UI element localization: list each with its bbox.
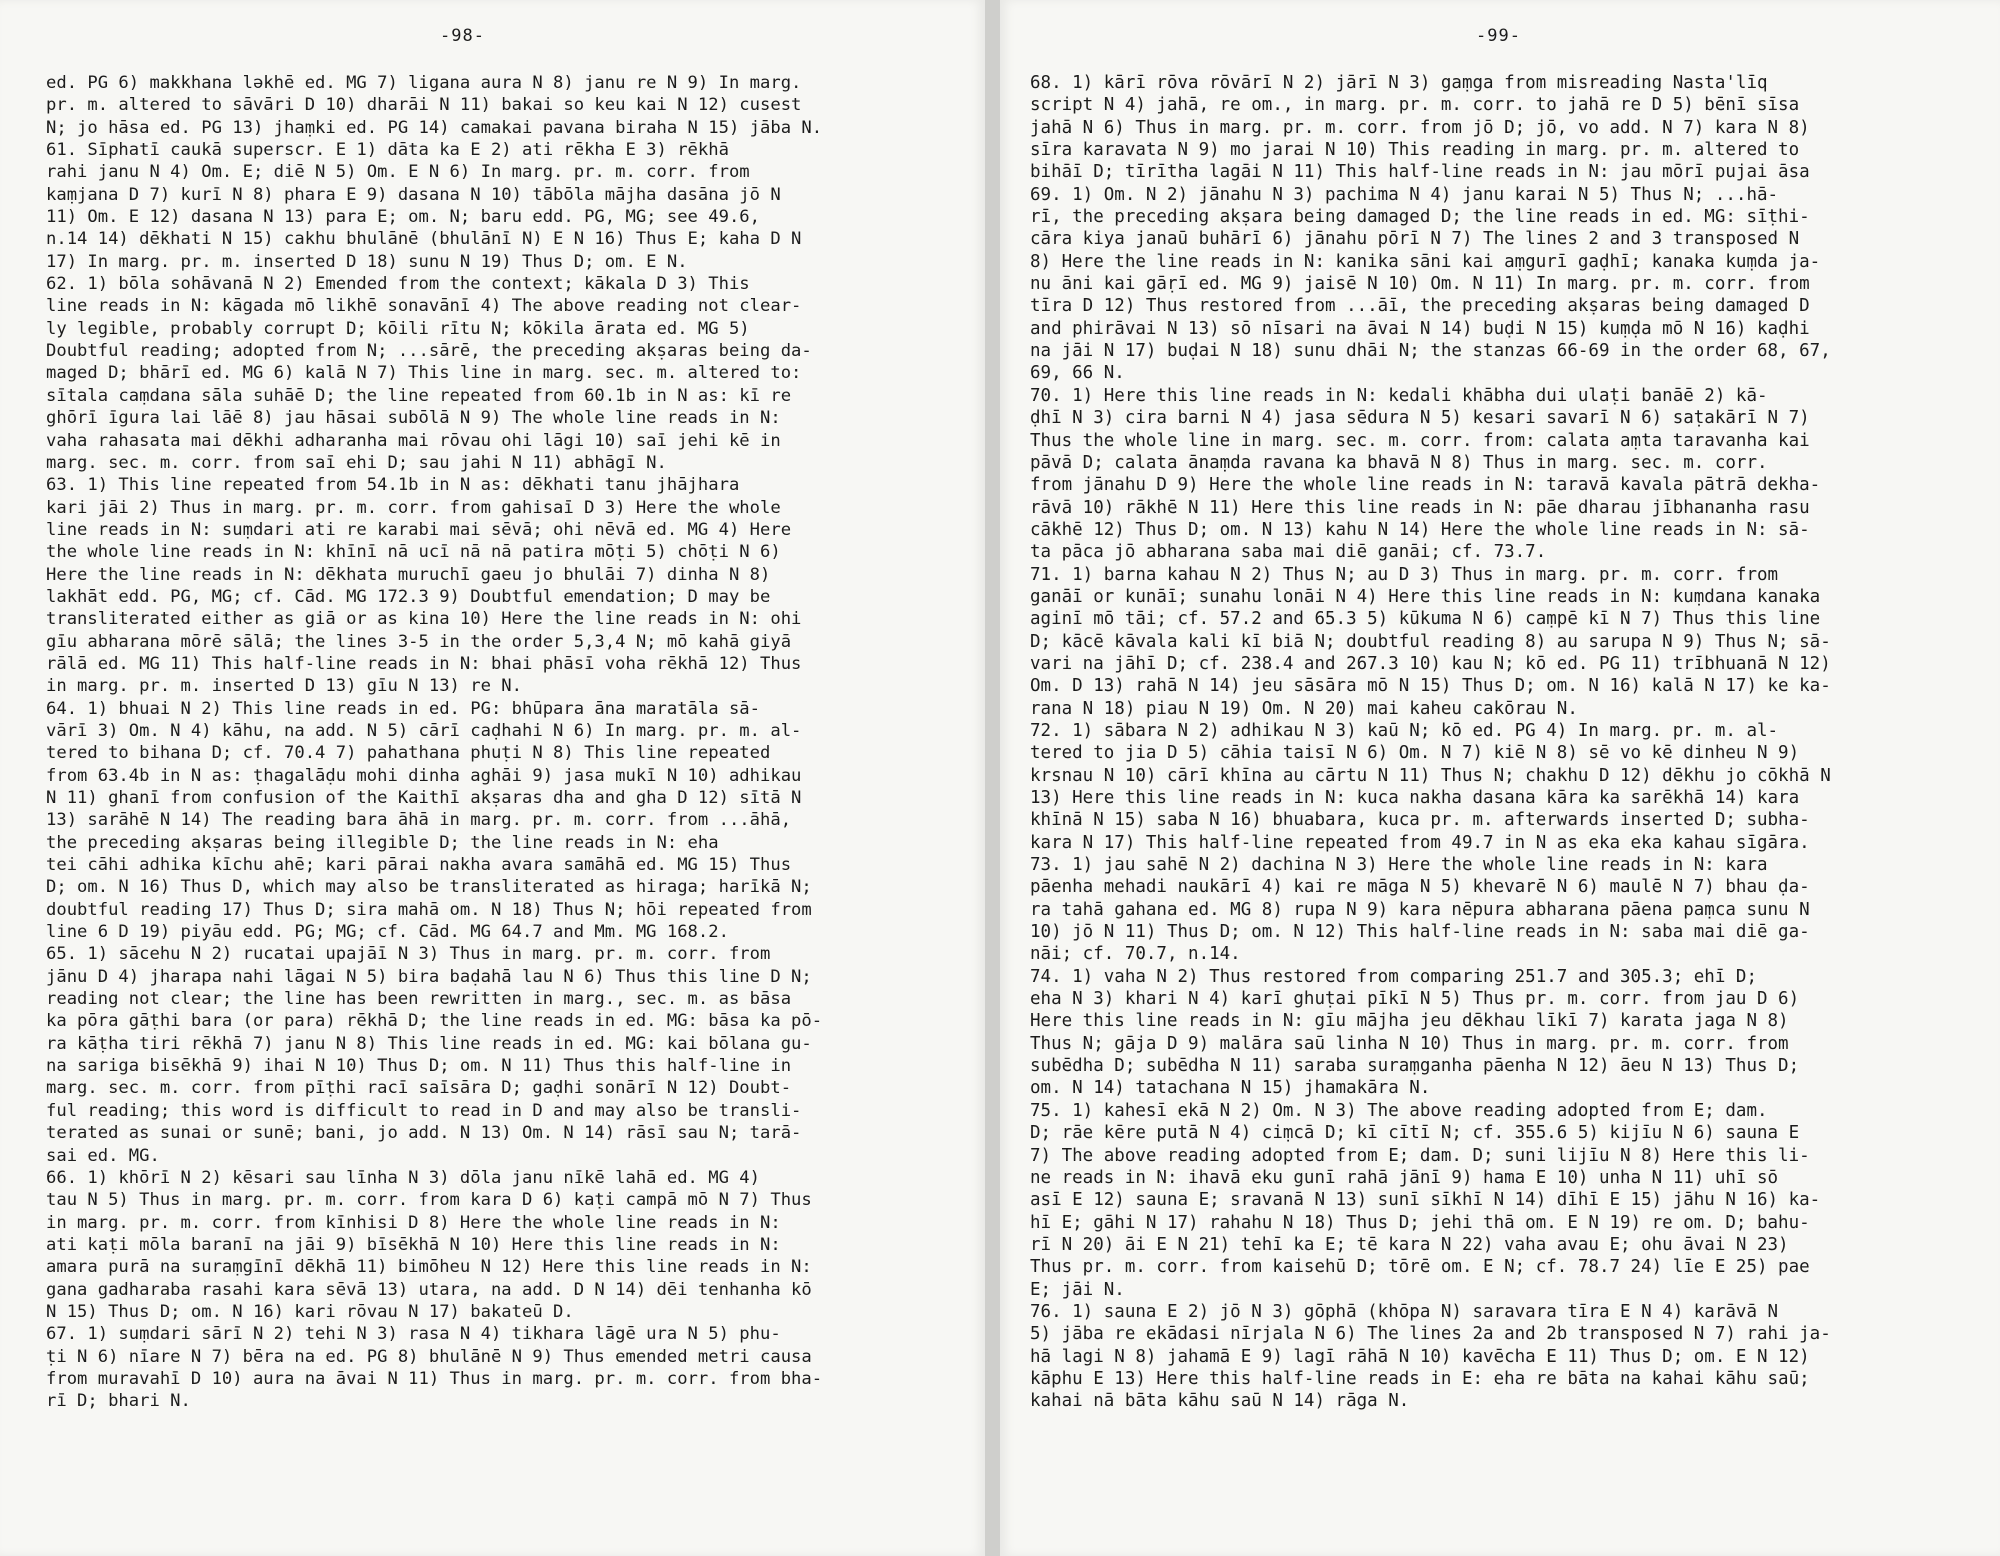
notes-text-block xyxy=(46,72,957,1413)
note-line: rī N 20) āi E N 21) tehī ka E; tē kara N 22) vaha avau E; ohu āvai N 23) xyxy=(1030,1234,1789,1255)
note-line: ra kāṭha tiri rēkhā 7) janu N 8) This line reads in ed. MG: kai bōlana gu- xyxy=(46,1033,812,1054)
note-line: rāvā 10) rākhē N 11) Here this line reads in N: pāe dharau jībhananha rasu xyxy=(1030,497,1810,518)
note-line: in marg. pr. m. inserted D 13) gīu N 13) re N. xyxy=(46,676,522,697)
note-line: N 11) ghanī from confusion of the Kaithī akṣaras dha and gha D 12) sītā N xyxy=(46,788,802,808)
note-line: tered to jia D 5) cāhia taisī N 6) Om. N 7) kiē N 8) sē vo kē dinheu N 9) xyxy=(1030,743,1800,764)
note-line: na sariga bisēkhā 9) ihai N 10) Thus D; om. N 11) Thus this half-line in xyxy=(46,1056,792,1077)
book-gutter xyxy=(985,0,1000,1556)
note-line: cākhē 12) Thus D; om. N 13) kahu N 14) Here the whole line reads in N: sā- xyxy=(1030,519,1810,540)
note-line: vārī 3) Om. N 4) kāhu, na add. N 5) cārī caḍhahi N 6) In marg. pr. m. al- xyxy=(46,720,802,741)
note-line: lakhāt edd. PG, MG; cf. Cād. MG 172.3 9) Doubtful emendation; D may be xyxy=(46,586,771,607)
note-line: doubtful reading 17) Thus D; sira mahā om. N 18) Thus N; hōi repeated from xyxy=(46,899,812,920)
note-line: ghōrī īgura lai lāē 8) jau hāsai subōlā N 9) The whole line reads in N: xyxy=(46,408,781,429)
note-line: line reads in N: suṃdari ati re karabi mai sēvā; ohi nēvā ed. MG 4) Here xyxy=(46,519,792,540)
note-line: tei cāhi adhika kīchu ahē; kari pārai nakha avara samāhā ed. MG 15) Thus xyxy=(46,855,792,876)
note-line: eha N 3) khari N 4) karī ghuṭai pīkī N 5) Thus pr. m. corr. from jau D 6) xyxy=(1030,989,1800,1010)
note-line: rī D; bhari N. xyxy=(46,1391,191,1412)
notes-text-block xyxy=(1030,72,1980,1413)
note-line: kaṃjana D 7) kurī N 8) phara E 9) dasana N 10) tābōla mājha dasāna jō N xyxy=(46,184,781,205)
note-line: from 63.4b in N as: ṭhagalāḍu mohi dinha aghāi 9) jasa mukī N 10) adhikau xyxy=(46,765,802,786)
note-line: 69. 1) Om. N 2) jānahu N 3) pachima N 4) janu karai N 5) Thus N; ...hā- xyxy=(1030,184,1779,205)
note-line: ḍhī N 3) cira barni N 4) jasa sēdura N 5) kesari savarī N 6) saṭakārī N 7) xyxy=(1030,408,1810,429)
note-line: 73. 1) jau sahē N 2) dachina N 3) Here the whole line reads in N: kara xyxy=(1030,855,1768,876)
note-line: nāi; cf. 70.7, n.14. xyxy=(1030,944,1241,965)
note-line: 75. 1) kahesī ekā N 2) Om. N 3) The above reading adopted from E; dam. xyxy=(1030,1100,1768,1121)
note-line: kari jāi 2) Thus in marg. pr. m. corr. from gahisaī D 3) Here the whole xyxy=(46,497,781,518)
note-line: sīra karavata N 9) mo jarai N 10) This reading in marg. pr. m. altered to xyxy=(1030,140,1800,161)
note-line: ed. PG 6) makkhana lǝkhē ed. MG 7) ligana aura N 8) janu re N 9) In marg. xyxy=(46,73,802,93)
note-line: kāphu E 13) Here this half-line reads in E: eha re bāta na kahai kāhu saū; xyxy=(1030,1368,1810,1389)
note-line: asī E 12) sauna E; sravanā N 13) sunī sīkhī N 14) dīhī E 15) jāhu N 16) ka- xyxy=(1030,1190,1821,1211)
note-line: ati kaṭi mōla baranī na jāi 9) bīsēkhā N 10) Here this line reads in N: xyxy=(46,1234,781,1255)
note-line: 17) In marg. pr. m. inserted D 18) sunu N 19) Thus D; om. E N. xyxy=(46,251,688,272)
note-line: jānu D 4) jharapa nahi lāgai N 5) bira baḍahā lau N 6) Thus this line D N; xyxy=(46,966,812,987)
note-line: Om. D 13) rahā N 14) jeu sāsāra mō N 15) Thus D; om. N 16) kalā N 17) ke ka- xyxy=(1030,676,1831,697)
note-line: rahi janu N 4) Om. E; diē N 5) Om. E N 6) In marg. pr. m. corr. from xyxy=(46,162,750,183)
note-line: 72. 1) sābara N 2) adhikau N 3) kaū N; kō ed. PG 4) In marg. pr. m. al- xyxy=(1030,720,1779,741)
note-line: rī, the preceding akṣara being damaged D; the line reads in ed. MG: sīṭhi- xyxy=(1030,207,1810,228)
note-line: 63. 1) This line repeated from 54.1b in N as: dēkhati tanu jhājhara xyxy=(46,475,740,496)
note-line: subēdha D; subēdha N 11) saraba suraṃganha pāenha N 12) āeu N 13) Thus D; xyxy=(1030,1056,1800,1077)
note-line: Here this line reads in N: gīu mājha jeu dēkhau līkī 7) karata jaga N 8) xyxy=(1030,1011,1789,1032)
note-line: ful reading; this word is difficult to read in D and may also be transli- xyxy=(46,1100,802,1121)
note-line: amara purā na suraṃgīnī dēkhā 11) bimōheu N 12) Here this line reads in N: xyxy=(46,1257,812,1278)
note-line: 62. 1) bōla sohāvanā N 2) Emended from the context; kākala D 3) This xyxy=(46,274,750,295)
note-line: marg. sec. m. corr. from saī ehi D; sau jahi N 11) abhāgī N. xyxy=(46,452,667,473)
note-line: cāra kiya janaū buhārī 6) jānahu pōrī N 7) The lines 2 and 3 transposed N xyxy=(1030,229,1800,250)
page-number: -98- xyxy=(440,26,485,46)
note-line: ly legible, probably corrupt D; kōili rītu N; kōkila ārata ed. MG 5) xyxy=(46,318,750,339)
note-line: ka pōra gāṭhi bara (or para) rēkhā D; the line reads in ed. MG: bāsa ka pō- xyxy=(46,1011,823,1032)
note-line: pr. m. altered to sāvāri D 10) dharāi N 11) bakai so keu kai N 12) cusest xyxy=(46,95,802,116)
note-line: from muravahī D 10) aura na āvai N 11) Thus in marg. pr. m. corr. from bha- xyxy=(46,1368,823,1389)
note-line: tered to bihana D; cf. 70.4 7) pahathana phuṭi N 8) This line repeated xyxy=(46,743,771,764)
note-line: sai ed. MG. xyxy=(46,1145,160,1166)
note-line: the whole line reads in N: khīnī nā ucī nā nā patira mōṭi 5) chōṭi N 6) xyxy=(46,542,781,563)
note-line: 68. 1) kārī rōva rōvārī N 2) jārī N 3) gaṃga from misreading Nasta'līq xyxy=(1030,73,1768,93)
note-line: D; kācē kāvala kali kī biā N; doubtful reading 8) au sarupa N 9) Thus N; sā- xyxy=(1030,631,1831,652)
note-line: 66. 1) khōrī N 2) kēsari sau līnha N 3) dōla janu nīkē lahā ed. MG 4) xyxy=(46,1167,760,1188)
note-line: 71. 1) barna kahau N 2) Thus N; au D 3) Thus in marg. pr. m. corr. from xyxy=(1030,564,1779,585)
note-line: in marg. pr. m. corr. from kīnhisi D 8) Here the whole line reads in N: xyxy=(46,1212,781,1233)
note-line: aginī mō tāi; cf. 57.2 and 65.3 5) kūkuma N 6) caṃpē kī N 7) Thus this line xyxy=(1030,609,1821,630)
note-line: script N 4) jahā, re om., in marg. pr. m. corr. to jahā re D 5) bēnī sīsa xyxy=(1030,95,1800,116)
note-line: kahai nā bāta kāhu saū N 14) rāga N. xyxy=(1030,1391,1410,1412)
note-line: Doubtful reading; adopted from N; ...sārē, the preceding akṣaras being da- xyxy=(46,341,812,362)
note-line: 61. Sīphatī caukā superscr. E 1) dāta ka E 2) ati rēkha E 3) rēkhā xyxy=(46,140,729,161)
note-line: 11) Om. E 12) dasana N 13) para E; om. N; baru edd. PG, MG; see 49.6, xyxy=(46,207,760,228)
note-line: pāvā D; calata ānaṃda ravana ka bhavā N 8) Thus in marg. sec. m. corr. xyxy=(1030,452,1768,473)
note-line: tau N 5) Thus in marg. pr. m. corr. from kara D 6) kaṭi campā mō N 7) Thus xyxy=(46,1190,812,1211)
note-line: kara N 17) This half-line repeated from 49.7 in N as eka eka kahau sīgāra. xyxy=(1030,832,1810,853)
note-line: hī E; gāhi N 17) rahahu N 18) Thus D; jehi thā om. E N 19) re om. D; bahu- xyxy=(1030,1212,1810,1233)
note-line: terated as sunai or sunē; bani, jo add. N 13) Om. N 14) rāsī sau N; tarā- xyxy=(46,1123,802,1144)
note-line: ra tahā gahana ed. MG 8) rupa N 9) kara nēpura abharana pāena paṃca sunu N xyxy=(1030,899,1810,920)
note-line: 74. 1) vaha N 2) Thus restored from comparing 251.7 and 305.3; ehī D; xyxy=(1030,966,1757,987)
note-line: om. N 14) tatachana N 15) jhamakāra N. xyxy=(1030,1078,1431,1099)
note-line: 67. 1) suṃdari sārī N 2) tehi N 3) rasa N 4) tikhara lāgē ura N 5) phu- xyxy=(46,1324,781,1345)
note-line: gīu abharana mōrē sālā; the lines 3-5 in the order 5,3,4 N; mō kahā giyā xyxy=(46,631,792,652)
note-line: Thus pr. m. corr. from kaisehū D; tōrē om. E N; cf. 78.7 24) līe E 25) pae xyxy=(1030,1257,1810,1278)
note-line: jahā N 6) Thus in marg. pr. m. corr. from jō D; jō, vo add. N 7) kara N 8) xyxy=(1030,117,1810,138)
note-line: 7) The above reading adopted from E; dam. D; suni lijīu N 8) Here this li- xyxy=(1030,1145,1810,1166)
note-line: 8) Here the line reads in N: kanika sāni kai aṃgurī gaḍhī; kanaka kuṃda ja- xyxy=(1030,251,1821,272)
note-line: krsnau N 10) cārī khīna au cārtu N 11) Thus N; chakhu D 12) dēkhu jo cōkhā N xyxy=(1030,765,1831,786)
note-line: 70. 1) Here this line reads in N: kedali khābha dui ulaṭi banāē 2) kā- xyxy=(1030,385,1768,406)
note-line: D; rāe kēre putā N 4) ciṃcā D; kī cītī N; cf. 355.6 5) kijīu N 6) sauna E xyxy=(1030,1123,1800,1144)
page-number: -99- xyxy=(1476,26,1521,46)
note-line: n.14 14) dēkhati N 15) cakhu bhulānē (bhulānī N) E N 16) Thus E; kaha D N xyxy=(46,229,802,250)
note-line: rālā ed. MG 11) This half-line reads in N: bhai phāsī voha rēkhā 12) Thus xyxy=(46,653,802,674)
note-line: 64. 1) bhuai N 2) This line reads in ed. PG: bhūpara āna maratāla sā- xyxy=(46,698,760,719)
note-line: tīra D 12) Thus restored from ...āī, the preceding akṣaras being damaged D xyxy=(1030,296,1810,317)
left-page xyxy=(0,0,985,1556)
note-line: and phirāvai N 13) sō nīsari na āvai N 14) buḍi N 15) kuṃḍa mō N 16) kaḍhi xyxy=(1030,318,1810,339)
note-line: 69, 66 N. xyxy=(1030,363,1125,384)
note-line: maged D; bhārī ed. MG 6) kalā N 7) This line in marg. sec. m. altered to: xyxy=(46,363,802,384)
note-line: sītala caṃdana sāla suhāē D; the line repeated from 60.1b in N as: kī re xyxy=(46,385,792,406)
note-line: 5) jāba re ekādasi nīrjala N 6) The lines 2a and 2b transposed N 7) rahi ja- xyxy=(1030,1324,1831,1345)
note-line: bihāī D; tīrītha lagāi N 11) This half-line reads in N: jau mōrī pujai āsa xyxy=(1030,162,1810,183)
note-line: N 15) Thus D; om. N 16) kari rōvau N 17) bakateū D. xyxy=(46,1301,574,1322)
note-line: marg. sec. m. corr. from pīṭhi racī saīsāra D; gaḍhi sonārī N 12) Doubt- xyxy=(46,1078,792,1099)
note-line: nu āni kai gāṛī ed. MG 9) jaisē N 10) Om. N 11) In marg. pr. m. corr. from xyxy=(1030,274,1810,295)
right-page xyxy=(1000,0,2000,1556)
note-line: line 6 D 19) piyāu edd. PG; MG; cf. Cād. MG 64.7 and Mm. MG 168.2. xyxy=(46,922,729,943)
note-line: from jānahu D 9) Here the whole line reads in N: taravā kavala pātrā dekha- xyxy=(1030,475,1821,496)
note-line: 13) sarāhē N 14) The reading bara āhā in marg. pr. m. corr. from ...āhā, xyxy=(46,810,792,831)
note-line: Thus the whole line in marg. sec. m. corr. from: calata aṃta taravanha kai xyxy=(1030,430,1810,451)
note-line: na jāi N 17) buḍai N 18) sunu dhāi N; the stanzas 66-69 in the order 68, 67, xyxy=(1030,341,1831,362)
note-line: transliterated either as giā or as kina 10) Here the line reads in N: ohi xyxy=(46,609,802,630)
note-line: 65. 1) sācehu N 2) rucatai upajāī N 3) Thus in marg. pr. m. corr. from xyxy=(46,944,771,965)
note-line: vaha rahasata mai dēkhi adharanha mai rōvau ohi lāgi 10) saī jehi kē in xyxy=(46,430,781,451)
note-line: khīnā N 15) saba N 16) bhuabara, kuca pr. m. afterwards inserted D; subha- xyxy=(1030,810,1810,831)
note-line: Thus N; gāja D 9) malāra saū linha N 10) Thus in marg. pr. m. corr. from xyxy=(1030,1033,1789,1054)
note-line: ganāī or kunāī; sunahu lonāi N 4) Here this line reads in N: kuṃdana kanaka xyxy=(1030,586,1821,607)
note-line: the preceding akṣaras being illegible D; the line reads in N: eha xyxy=(46,832,719,853)
note-line: ṭi N 6) nīare N 7) bēra na ed. PG 8) bhulānē N 9) Thus emended metri causa xyxy=(46,1346,812,1367)
note-line: pāenha mehadi naukārī 4) kai re māga N 5) khevarē N 6) maulē N 7) bhau ḍa- xyxy=(1030,877,1810,898)
note-line: gana gadharaba rasahi kara sēvā 13) utara, na add. D N 14) dēi tenhanha kō xyxy=(46,1279,812,1300)
note-line: E; jāi N. xyxy=(1030,1279,1125,1300)
note-line: D; om. N 16) Thus D, which may also be transliterated as hiraga; harīkā N; xyxy=(46,877,812,898)
note-line: 13) Here this line reads in N: kuca nakha dasana kāra ka sarēkhā 14) kara xyxy=(1030,788,1800,808)
note-line: ne reads in N: ihavā eku gunī rahā jānī 9) hama E 10) unha N 11) uhī sō xyxy=(1030,1167,1779,1188)
note-line: 76. 1) sauna E 2) jō N 3) gōphā (khōpa N) saravara tīra E N 4) karāvā N xyxy=(1030,1301,1779,1322)
note-line: line reads in N: kāgada mō likhē sonavānī 4) The above reading not clear- xyxy=(46,296,802,317)
note-line: rana N 18) piau N 19) Om. N 20) mai kaheu cakōrau N. xyxy=(1030,698,1578,719)
note-line: N; jo hāsa ed. PG 13) jhaṃki ed. PG 14) camakai pavana biraha N 15) jāba N. xyxy=(46,117,823,138)
note-line: ta pāca jō abharana saba mai diē ganāi; cf. 73.7. xyxy=(1030,542,1547,563)
note-line: reading not clear; the line has been rewritten in marg., sec. m. as bāsa xyxy=(46,989,792,1010)
note-line: hā lagi N 8) jahamā E 9) lagī rāhā N 10) kavēcha E 11) Thus D; om. E N 12) xyxy=(1030,1346,1810,1367)
note-line: Here the line reads in N: dēkhata muruchī gaeu jo bhulāi 7) dinha N 8) xyxy=(46,564,771,585)
note-line: vari na jāhī D; cf. 238.4 and 267.3 10) kau N; kō ed. PG 11) trībhuanā N 12) xyxy=(1030,653,1831,674)
note-line: 10) jō N 11) Thus D; om. N 12) This half-line reads in N: saba mai diē ga- xyxy=(1030,922,1810,943)
